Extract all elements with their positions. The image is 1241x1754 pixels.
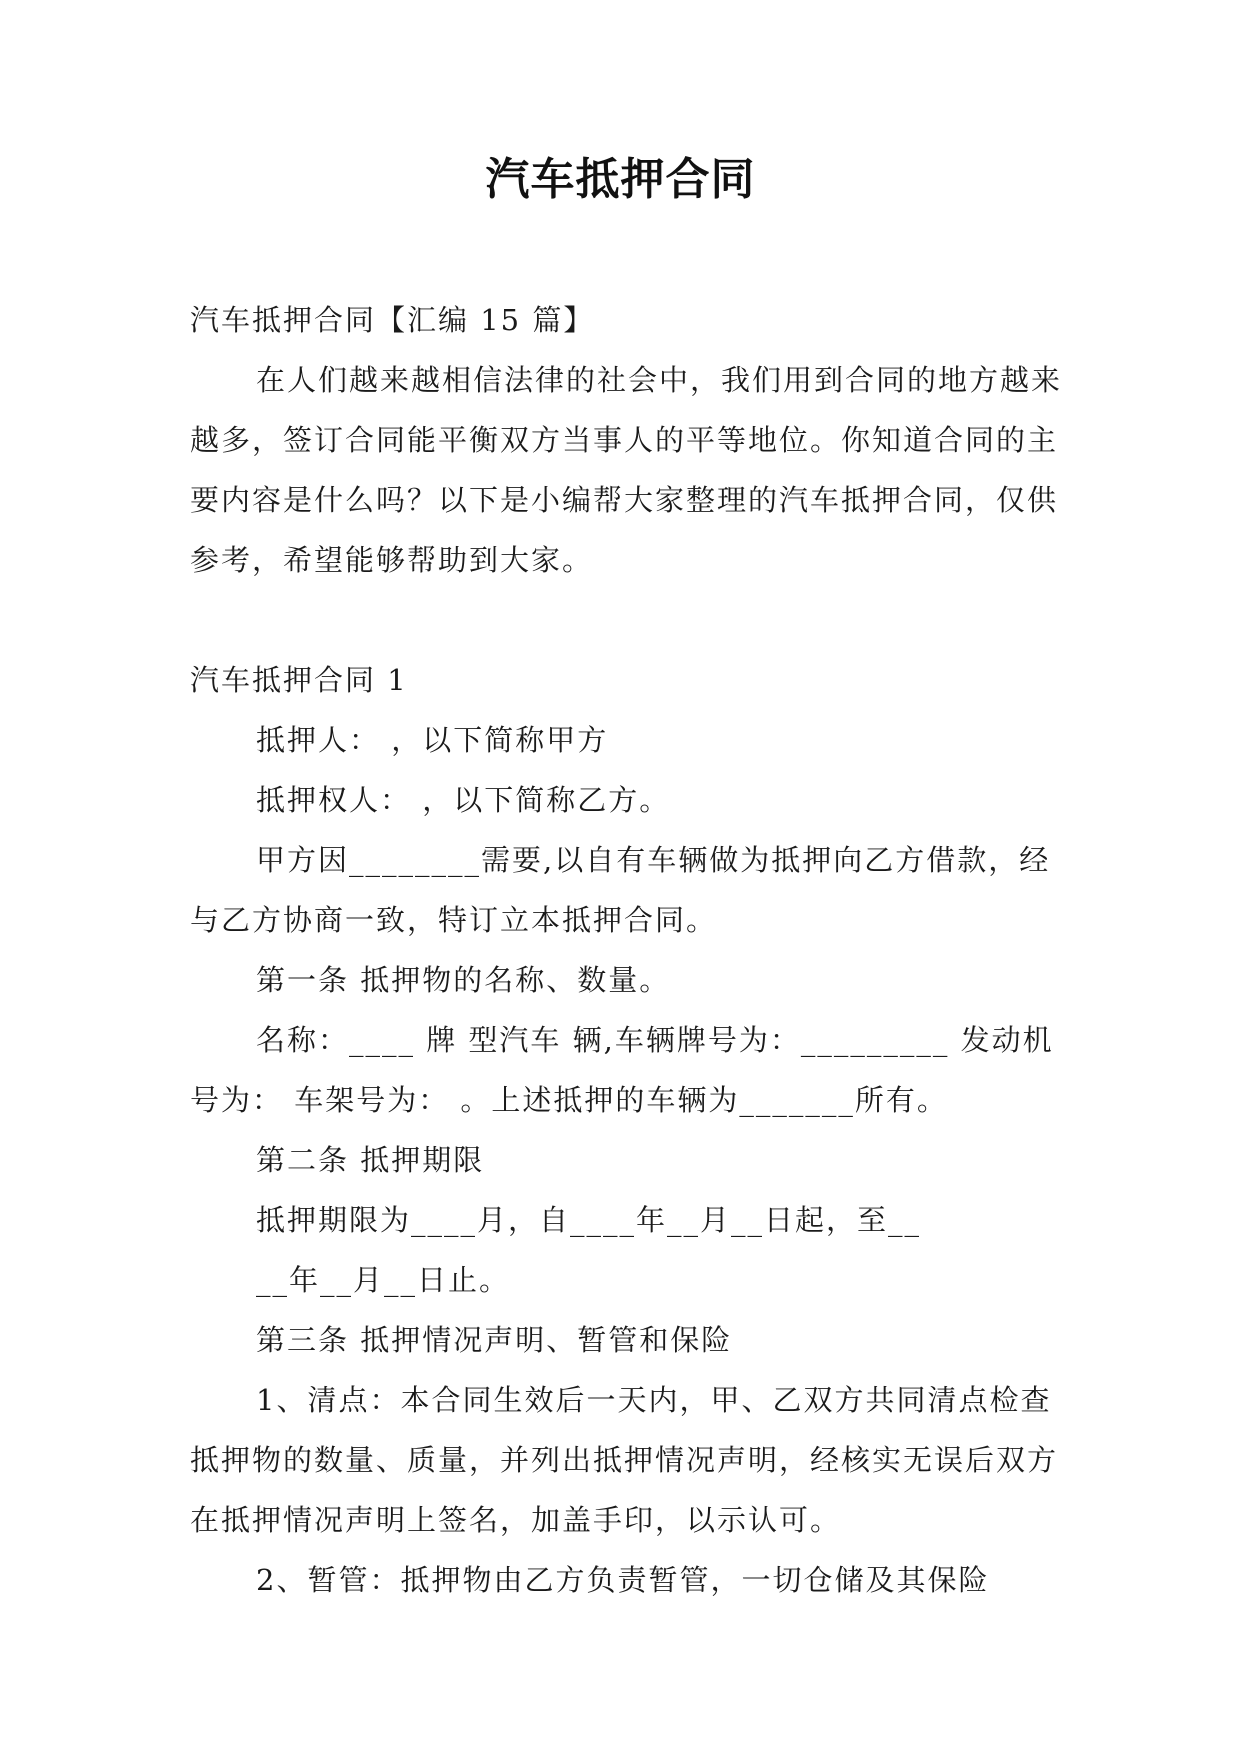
term-line-1: 抵押期限为____月，自____年__月__日起，至__ [256,1203,922,1237]
article-1-heading: 第一条 抵押物的名称、数量。 [256,963,671,997]
intro-paragraph: 在人们越来越相信法律的社会中，我们用到合同的地方越来越多，签订合同能平衡双方当事人的平等地位。你知道合同的主要内容是什么吗？以下是小编帮大家整理的汽车抵押合同，仅供参考，希望能够帮助到大家。 [190,363,1063,577]
custody-clause: 2、暂管：抵押物由乙方负责暂管，一切仓储及其保险 [256,1563,990,1597]
document-title: 汽车抵押合同 [485,154,756,205]
inventory-clause: 1、清点：本合同生效后一天内，甲、乙双方共同清点检查抵押物的数量、质量，并列出抵押情况声明，经核实无误后双方在抵押情况声明上签名，加盖手印，以示认可。 [190,1383,1059,1537]
article-1-content: 名称：____ 牌 型汽车 辆,车辆牌号为：_________ 发动机号为： 车架号为： 。上述抵押的车辆为_______所有。 [190,1023,1054,1117]
mortgagor-line: 抵押人： ，以下简称甲方 [256,723,609,757]
article-2-heading: 第二条 抵押期限 [256,1143,485,1177]
purpose-paragraph: 甲方因________需要,以自有车辆做为抵押向乙方借款，经与乙方协商一致，特订立本抵押合同。 [190,843,1051,937]
section-heading: 汽车抵押合同 1 [190,663,408,697]
term-line-2: __年__月__日止。 [256,1263,511,1297]
subtitle-line: 汽车抵押合同【汇编 15 篇】 [190,303,595,337]
mortgagee-line: 抵押权人： ，以下简称乙方。 [256,783,671,817]
article-3-heading: 第三条 抵押情况声明、暂管和保险 [256,1323,733,1357]
document-body [190,290,1065,1610]
